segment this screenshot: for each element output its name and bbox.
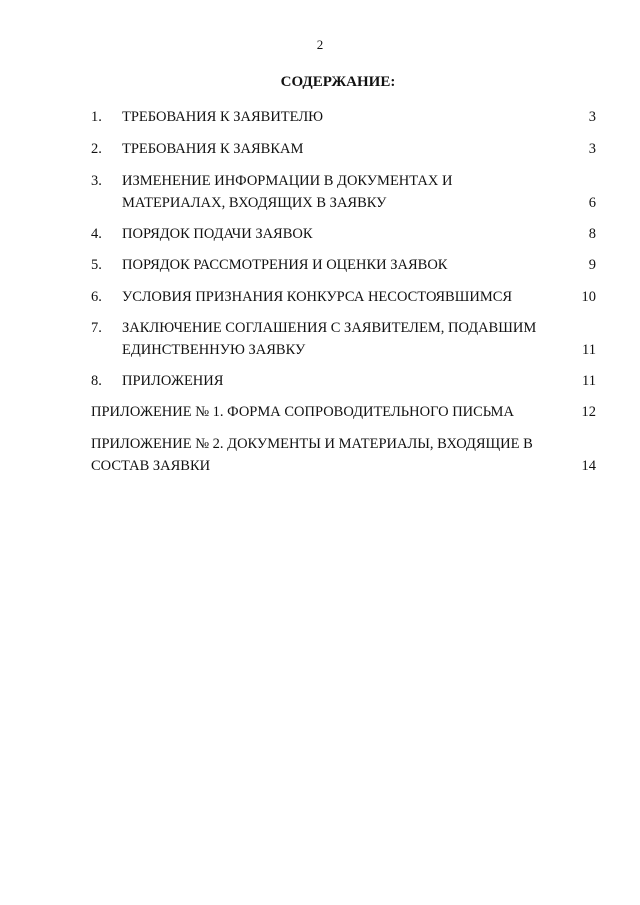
entry-text: УСЛОВИЯ ПРИЗНАНИЯ КОНКУРСА НЕСОСТОЯВШИМСЯ: [122, 289, 513, 305]
entry-page: 9: [588, 257, 596, 273]
entry-number: 2.: [91, 141, 102, 157]
appendix-page: 12: [581, 404, 596, 420]
toc-appendix[interactable]: [91, 433, 596, 477]
entry-text: ПОРЯДОК ПОДАЧИ ЗАЯВОК: [122, 226, 313, 242]
toc-appendix[interactable]: [91, 401, 596, 423]
entry-text: ТРЕБОВАНИЯ К ЗАЯВИТЕЛЮ: [122, 109, 324, 125]
entry-number: 5.: [91, 257, 102, 273]
entry-page: 10: [581, 289, 596, 305]
toc-entry[interactable]: [91, 106, 596, 128]
entry-page: 3: [588, 141, 596, 157]
entry-text: ПРИЛОЖЕНИЯ: [122, 373, 224, 389]
toc-entry[interactable]: [91, 254, 596, 276]
entry-number: 4.: [91, 226, 102, 242]
toc-entry[interactable]: [91, 370, 596, 392]
appendix-text: ПРИЛОЖЕНИЕ № 1. ФОРМА СОПРОВОДИТЕЛЬНОГО ПИСЬМА: [91, 404, 514, 420]
entry-number: 3.: [91, 173, 102, 189]
toc-entry[interactable]: [91, 223, 596, 245]
entry-page: 11: [582, 373, 596, 389]
toc-entry[interactable]: [91, 138, 596, 160]
entry-page: 11: [582, 342, 596, 358]
entry-text: ТРЕБОВАНИЯ К ЗАЯВКАМ: [122, 141, 304, 157]
appendix-page: 14: [581, 458, 596, 474]
entry-page: 8: [588, 226, 596, 242]
entry-number: 8.: [91, 373, 102, 389]
entry-text: ПОРЯДОК РАССМОТРЕНИЯ И ОЦЕНКИ ЗАЯВОК: [122, 257, 448, 273]
entry-number: 1.: [91, 109, 102, 125]
toc-title: СОДЕРЖАНИЕ:: [280, 74, 396, 90]
page-number: 2: [316, 37, 324, 52]
entry-number: 6.: [91, 289, 102, 305]
entry-text: ЗАКЛЮЧЕНИЕ СОГЛАШЕНИЯ С ЗАЯВИТЕЛЕМ, ПОДАВШИМ ЕДИНСТВЕННУЮ ЗАЯВКУ: [122, 320, 537, 358]
entry-page: 6: [588, 195, 596, 211]
toc-entry[interactable]: [91, 317, 596, 361]
toc-entry[interactable]: [91, 286, 596, 308]
entry-text: ИЗМЕНЕНИЕ ИНФОРМАЦИИ В ДОКУМЕНТАХ И МАТЕРИАЛАХ, ВХОДЯЩИХ В ЗАЯВКУ: [122, 173, 453, 211]
appendix-text: ПРИЛОЖЕНИЕ № 2. ДОКУМЕНТЫ И МАТЕРИАЛЫ, ВХОДЯЩИЕ В СОСТАВ ЗАЯВКИ: [91, 436, 533, 474]
toc-entry[interactable]: [91, 170, 596, 214]
entry-number: 7.: [91, 320, 102, 336]
entry-page: 3: [588, 109, 596, 125]
